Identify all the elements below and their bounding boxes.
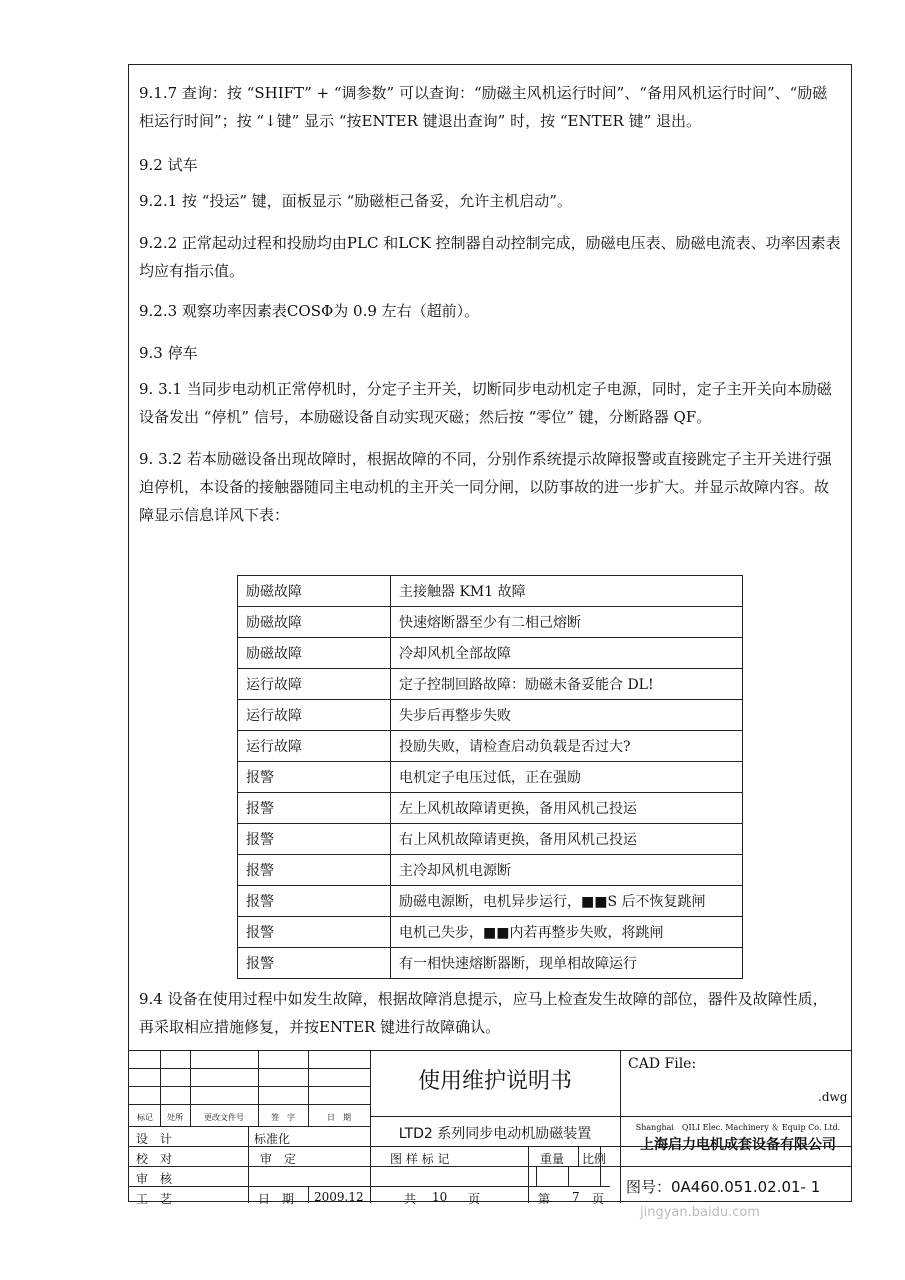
date-label: 日 期 xyxy=(258,1192,295,1206)
fault-message: 主冷却风机电源断 xyxy=(391,855,743,886)
fault-message: 有一相快速熔断器断，现单相故障运行 xyxy=(391,948,743,979)
fault-category: 励磁故障 xyxy=(238,576,391,607)
total-label-b: 页 xyxy=(468,1192,481,1206)
fault-message: 右上风机故障请更换，备用风机己投运 xyxy=(391,824,743,855)
rev-header-place: 处所 xyxy=(167,1113,183,1122)
fault-message: 快速熔断器至少有二相己熔断 xyxy=(391,607,743,638)
fault-category: 报警 xyxy=(238,917,391,948)
paragraph-9-2-2: 9.2.2 正常起动过程和投励均由PLC 和LCK 控制器自动控制完成，励磁电压表、励磁电流表、功率因素表均应有指示值。 xyxy=(139,234,841,280)
document-title: 使用维护说明书 xyxy=(417,1069,572,1094)
fault-row xyxy=(238,917,743,948)
cad-file-ext: .dwg xyxy=(818,1090,848,1104)
fault-row xyxy=(238,607,743,638)
fault-row xyxy=(238,669,743,700)
paragraph-9-3-1: 9. 3.1 当同步电动机正常停机时，分定子主开关，切断同步电动机定子电源，同时，定子主开关向本励磁设备发出 “停机” 信号，本励磁设备自动实现灭磁；然后按 “零位” 键，分断路器 QF。 xyxy=(139,380,832,426)
check-label: 校 对 xyxy=(136,1152,173,1166)
standard-label: 标准化 xyxy=(254,1132,291,1146)
fault-category: 运行故障 xyxy=(238,731,391,762)
fault-message: 左上风机故障请更换，备用风机己投运 xyxy=(391,793,743,824)
page-label-a: 第 xyxy=(538,1192,551,1206)
drawing-number: 图号：0A460.051.02.01- 1 xyxy=(626,1178,821,1196)
fault-category: 报警 xyxy=(238,855,391,886)
drawing-mark-label: 图 样 标 记 xyxy=(390,1152,450,1166)
rev-header-doc: 更改文件号 xyxy=(204,1113,244,1122)
heading-9-2: 9.2 试车 xyxy=(139,156,198,174)
watermark: jingyan.baidu.com xyxy=(640,1205,760,1220)
page-label-b: 页 xyxy=(592,1192,605,1206)
fault-row xyxy=(238,948,743,979)
heading-9-3: 9.3 停车 xyxy=(139,344,198,362)
fault-message: 励磁电源断，电机异步运行，■■S 后不恢复跳闸 xyxy=(391,886,743,917)
company-chinese: 上海启力电机成套设备有限公司 xyxy=(640,1137,836,1153)
fault-row xyxy=(238,793,743,824)
fault-row xyxy=(238,855,743,886)
fault-row xyxy=(238,731,743,762)
fault-row xyxy=(238,638,743,669)
total-pages: 10 xyxy=(432,1190,448,1204)
fault-category: 运行故障 xyxy=(238,669,391,700)
title-block xyxy=(128,1050,852,1206)
fault-message: 失步后再整步失败 xyxy=(391,700,743,731)
fault-message: 定子控制回路故障：励磁未备妥能合 DL! xyxy=(391,669,743,700)
fault-category: 报警 xyxy=(238,762,391,793)
fault-category: 报警 xyxy=(238,824,391,855)
document-frame xyxy=(128,64,852,1206)
approve-label: 审 定 xyxy=(260,1152,297,1166)
fault-category: 励磁故障 xyxy=(238,638,391,669)
rev-header-date: 日 期 xyxy=(327,1113,351,1122)
fault-category: 报警 xyxy=(238,793,391,824)
review-label: 审 核 xyxy=(136,1172,173,1186)
fault-row xyxy=(238,576,743,607)
process-label: 工 艺 xyxy=(136,1192,173,1206)
fault-message: 冷却风机全部故障 xyxy=(391,638,743,669)
date-value: 2009.12 xyxy=(314,1190,364,1204)
fault-message: 电机定子电压过低，正在强励 xyxy=(391,762,743,793)
cad-file-label: CAD File: xyxy=(628,1056,697,1072)
product-name: LTD2 系列同步电动机励磁装置 xyxy=(398,1126,592,1142)
paragraph-9-2-3: 9.2.3 观察功率因素表COSΦ为 0.9 左右（超前）。 xyxy=(139,302,480,320)
scale-label: 比例 xyxy=(582,1152,607,1166)
paragraph-9-4: 9.4 设备在使用过程中如发生故障，根据故障消息提示，应马上检查发生故障的部位，器件及故障性质，再采取相应措施修复，并按ENTER 键进行故障确认。 xyxy=(139,990,828,1036)
paragraph-9-2-1: 9.2.1 按 “投运” 键，面板显示 “励磁柜己备妥，允许主机启动”。 xyxy=(139,192,572,210)
fault-message: 投励失败，请检查启动负载是否过大? xyxy=(391,731,743,762)
fault-row xyxy=(238,762,743,793)
fault-message: 电机己失步，■■内若再整步失败，将跳闸 xyxy=(391,917,743,948)
rev-header-sign: 签 字 xyxy=(271,1113,295,1122)
fault-table xyxy=(237,575,743,979)
weight-label: 重量 xyxy=(540,1152,565,1166)
fault-row xyxy=(238,700,743,731)
fault-category: 报警 xyxy=(238,886,391,917)
design-label: 设 计 xyxy=(136,1132,173,1146)
fault-row xyxy=(238,886,743,917)
fault-category: 运行故障 xyxy=(238,700,391,731)
paragraph-9-1-7: 9.1.7 查询：按 “SHIFT” + “调参数” 可以查询：“励磁主风机运行时间”、“备用风机运行时间”、“励磁柜运行时间”；按 “↓键” 显示 “按ENTER 键退出查询” 时，按 “ENTER 键” 退出。 xyxy=(139,84,828,130)
page-number: 7 xyxy=(572,1190,580,1204)
fault-category: 报警 xyxy=(238,948,391,979)
company-english: Shanghai QILI Elec. Machinery ＆ Equip Co. Ltd. xyxy=(635,1123,841,1132)
fault-row xyxy=(238,824,743,855)
fault-category: 励磁故障 xyxy=(238,607,391,638)
fault-message: 主接触器 KM1 故障 xyxy=(391,576,743,607)
total-label-a: 共 xyxy=(404,1192,417,1206)
rev-header-mark: 标记 xyxy=(137,1113,153,1122)
paragraph-9-3-2: 9. 3.2 若本励磁设备出现故障时，根据故障的不同，分别作系统提示故障报警或直接跳定子主开关进行强迫停机，本设备的接触器随同主电动机的主开关一同分闸，以防事故的进一步扩大。并显示故障内容。故障显示信息详风下表： xyxy=(139,450,832,524)
